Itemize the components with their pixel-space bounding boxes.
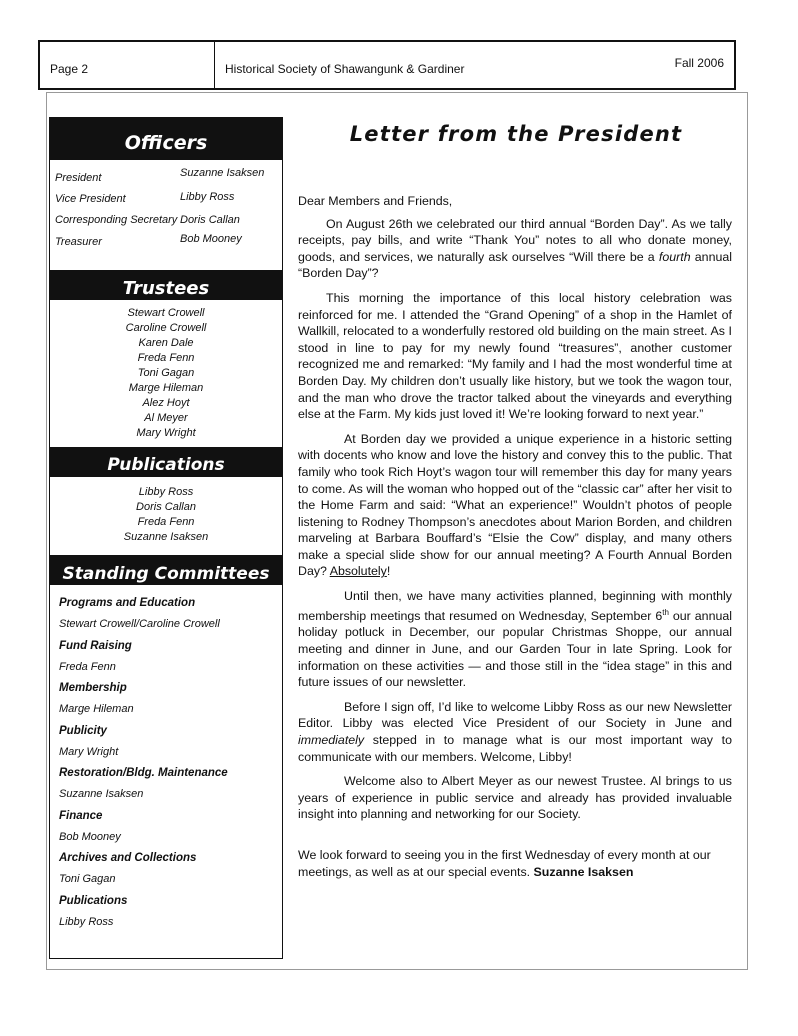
trustee-name: Alez Hoyt: [142, 397, 190, 409]
committee-name: Restoration/Bldg. Maintenance: [59, 767, 228, 779]
committee-name: Publicity: [59, 724, 107, 737]
publication-member: Suzanne Isaksen: [123, 531, 209, 543]
committee-name: Publications: [59, 894, 128, 907]
trustees-list: [50, 300, 282, 441]
committee-members: Libby Ross: [59, 915, 114, 928]
trustees-heading: Trustees: [50, 270, 282, 300]
officer-role: Treasurer: [55, 236, 102, 248]
committee-members: Toni Gagan: [59, 873, 116, 885]
officers-list: [50, 160, 282, 264]
standing-committees-heading: Standing Committees: [50, 555, 282, 585]
officer-role: Vice President: [55, 193, 126, 205]
committee-members: Suzanne Isaksen: [59, 788, 144, 800]
officer-name: Bob Mooney: [180, 233, 242, 245]
letter-title: Letter from the President: [349, 122, 683, 146]
issue-date: Fall 2006: [674, 56, 724, 70]
publications-list: [50, 477, 282, 545]
paragraph: On August 26th we celebrated our third annual “Borden Day”. As we tally receipts, pay bills, and write “Thank You” notes to all who donate money, goods, and services, we naturally ask ourselves “Will there be a fourth annual “Borden Day”?: [298, 216, 732, 281]
committee-name: Fund Raising: [59, 639, 132, 652]
officer-role: President: [55, 172, 102, 184]
paragraph: This morning the importance of this local history celebration was reinforced for me. I attended the “Grand Opening” of a shop in the Hamlet of Wallkill, relocated to a wonderfully restored old building on the main street. As I stood in line to pay for my newly found “treasures”, another customer recognized me and remarked: “My family and I had the most wonderful time at Borden Day. My children don’t usually like history, but we took the wagon tour, and the man who drove the tractor talked about the vineyards and everything else at the Farm. My kids just loved it! We’re looking forward to next year.”: [298, 290, 732, 422]
publication-member: Freda Fenn: [137, 516, 195, 528]
trustee-name: Toni Gagan: [137, 367, 195, 379]
paragraph: Until then, we have many activities planned, beginning with monthly membership meetings that resumed on Wednesday, September 6th our annual holiday potluck in December, our popular Christmas Shoppe, our annual meeting and dinner in June, and our Garden Tour in late Spring. Look for information on these activities — and those still in the “idea stage” in this and future issues of our newsletter.: [298, 589, 732, 690]
trustee-name: Freda Fenn: [137, 352, 195, 364]
committee-members: Mary Wright: [59, 745, 119, 758]
salutation: Dear Members and Friends,: [298, 194, 453, 208]
signature: Suzanne Isaksen: [533, 864, 634, 879]
closing: We look forward to seeing you in the first Wednesday of every month at our meetings, as well as at our special events. Suzanne Isaksen: [298, 847, 711, 879]
committee-members: Stewart Crowell/Caroline Crowell: [59, 618, 220, 630]
society-name: Historical Society of Shawangunk & Gardiner: [225, 62, 465, 76]
committee-members: Marge Hileman: [59, 703, 134, 715]
officer-role: Corresponding Secretary: [55, 214, 178, 226]
trustee-name: Marge Hileman: [128, 382, 204, 394]
letter-body: [298, 193, 732, 888]
page-number: Page 2: [40, 42, 215, 88]
trustee-name: Stewart Crowell: [127, 307, 205, 319]
officers-heading: Officers: [50, 118, 282, 160]
publications-heading: Publications: [50, 447, 282, 477]
paragraph: Before I sign off, I’d like to welcome Libby Ross as our new Newsletter Editor. Libby was elected Vice President of our Society in June and immediately stepped in to manage what is our most important way to communicate with our members. Welcome, Libby!: [298, 699, 732, 764]
committee-members: Bob Mooney: [59, 830, 121, 843]
officer-name: Suzanne Isaksen: [180, 167, 265, 179]
committee-name: Membership: [59, 682, 127, 694]
officer-name: Libby Ross: [180, 191, 235, 203]
committee-name: Finance: [59, 809, 103, 822]
committee-members: Freda Fenn: [59, 660, 116, 673]
page-header: [38, 40, 736, 90]
committee-name: Archives and Collections: [59, 852, 197, 864]
publication-member: Libby Ross: [138, 486, 194, 498]
publication-member: Doris Callan: [136, 501, 196, 513]
trustee-name: Mary Wright: [136, 427, 196, 439]
trustee-name: Al Meyer: [144, 412, 188, 424]
officer-name: Doris Callan: [180, 214, 240, 226]
trustee-name: Caroline Crowell: [125, 322, 207, 334]
paragraph: Welcome also to Albert Meyer as our newest Trustee. Al brings to us years of experience in public service and already has provided invaluable insight into planning and networking for our Society.: [298, 774, 732, 822]
committees-list: [50, 585, 282, 933]
sidebar: [49, 117, 283, 959]
committee-name: Programs and Education: [59, 597, 196, 609]
trustee-name: Karen Dale: [138, 337, 194, 349]
paragraph: At Borden day we provided a unique experience in a historic setting with docents who know and love the history and convey this to the public. That family who took Rich Hoyt’s wagon tour will remember this day for many years to come. As will the woman who hopped out of the “classic car” after her visit to the Home Farm and said: “What an experience!” Wouldn’t photos of people listening to Rodney Thompson’s anecdotes about Marion Borden, and children marveling at Barbara Bouffard’s “Elsie the Cow” display, and many others make a special slide show for our annual meeting? A Fourth Annual Borden Day? Absolutely!: [298, 431, 732, 579]
